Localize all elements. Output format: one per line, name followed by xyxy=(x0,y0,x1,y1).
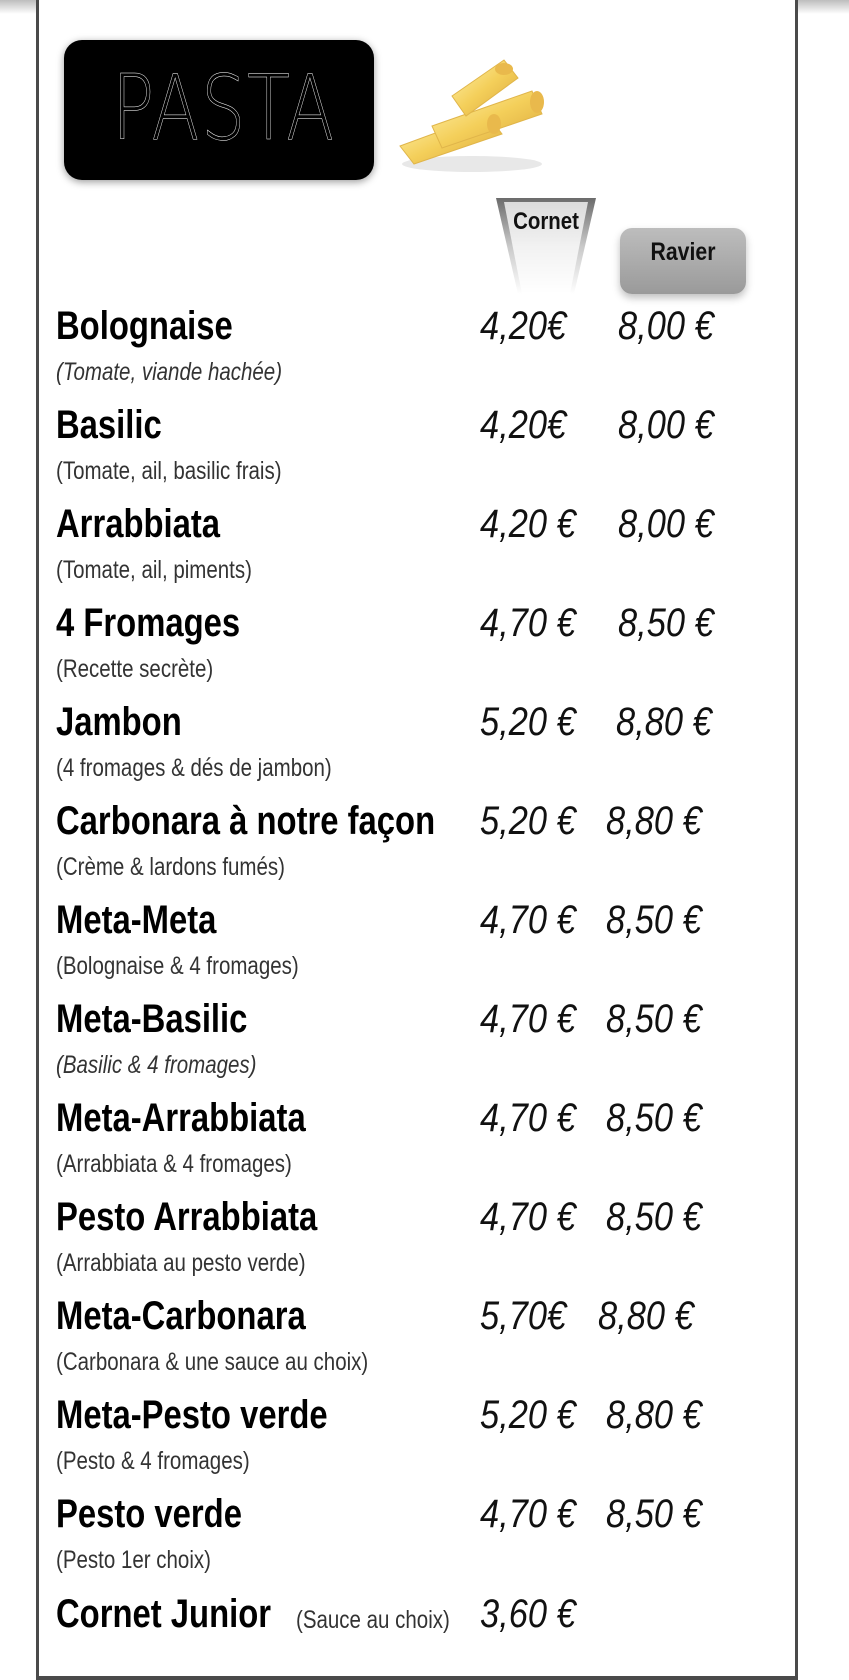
menu-item-cornet-price: 4,70 € xyxy=(480,1096,576,1140)
menu-item xyxy=(56,700,796,799)
section-title-box xyxy=(64,40,374,180)
menu-item-description: (Bolognaise & 4 fromages) xyxy=(56,952,299,980)
junior-item-name: Cornet Junior xyxy=(56,1592,272,1636)
menu-item-description: (Tomate, viande hachée) xyxy=(56,358,283,386)
menu-item-ravier-price: 8,50 € xyxy=(606,997,702,1041)
menu-item-name: Meta-Meta xyxy=(56,898,217,942)
menu-item-name: 4 Fromages xyxy=(56,601,241,645)
menu-item-ravier-price: 8,50 € xyxy=(618,601,714,645)
menu-item-cornet-price: 4,20€ xyxy=(480,304,567,348)
ravier-label: Ravier xyxy=(650,238,716,266)
menu-item xyxy=(56,502,796,601)
menu-item-name: Bolognaise xyxy=(56,304,233,348)
menu-item-description: (Recette secrète) xyxy=(56,655,214,683)
menu-item-name: Pesto Arrabbiata xyxy=(56,1195,318,1239)
menu-item-name: Arrabbiata xyxy=(56,502,221,546)
cornet-label: Cornet xyxy=(513,208,579,235)
menu-item xyxy=(56,304,796,403)
menu-item-description: (Tomate, ail, basilic frais) xyxy=(56,457,282,485)
section-title: PASTA xyxy=(112,56,336,161)
menu-item xyxy=(56,1195,796,1294)
menu-item-description: (Tomate, ail, piments) xyxy=(56,556,252,584)
menu-item xyxy=(56,1492,796,1591)
menu-item-ravier-price: 8,00 € xyxy=(618,403,714,447)
penne-pasta-image xyxy=(392,56,552,176)
menu-item-name: Meta-Arrabbiata xyxy=(56,1096,306,1140)
menu-item-cornet-price: 4,20€ xyxy=(480,403,567,447)
menu-item-description: (Basilic & 4 fromages) xyxy=(56,1051,257,1079)
menu-item-cornet-price: 5,20 € xyxy=(480,799,576,843)
menu-item-cornet-price: 4,70 € xyxy=(480,1195,576,1239)
menu-item-description: (4 fromages & dés de jambon) xyxy=(56,754,332,782)
menu-item-name: Jambon xyxy=(56,700,182,744)
menu-item xyxy=(56,1096,796,1195)
menu-item-ravier-price: 8,80 € xyxy=(616,700,712,744)
menu-item-cornet-price: 4,70 € xyxy=(480,898,576,942)
menu-item-name: Carbonara à notre façon xyxy=(56,799,436,843)
ravier-column-header xyxy=(620,228,746,294)
junior-item-cornet-price: 3,60 € xyxy=(480,1592,576,1636)
menu-item-ravier-price: 8,80 € xyxy=(598,1294,694,1338)
junior-item xyxy=(56,1592,796,1642)
menu-item-description: (Crème & lardons fumés) xyxy=(56,853,285,881)
menu-item-description: (Carbonara & une sauce au choix) xyxy=(56,1348,369,1376)
cornet-column-header xyxy=(496,198,596,294)
menu-item-ravier-price: 8,80 € xyxy=(606,799,702,843)
menu-item-name: Meta-Carbonara xyxy=(56,1294,306,1338)
menu-item xyxy=(56,1393,796,1492)
menu-item-name: Basilic xyxy=(56,403,162,447)
menu-item-ravier-price: 8,80 € xyxy=(606,1393,702,1437)
junior-item-description: (Sauce au choix) xyxy=(296,1606,450,1634)
menu-item-cornet-price: 5,70€ xyxy=(480,1294,567,1338)
menu-item-cornet-price: 4,70 € xyxy=(480,997,576,1041)
panel-bottom-border xyxy=(36,1676,798,1680)
menu-item xyxy=(56,997,796,1096)
menu-item-ravier-price: 8,00 € xyxy=(618,304,714,348)
menu-item xyxy=(56,601,796,700)
menu-item-name: Pesto verde xyxy=(56,1492,242,1536)
menu-item-ravier-price: 8,50 € xyxy=(606,898,702,942)
menu-item xyxy=(56,898,796,997)
menu-item-name: Meta-Pesto verde xyxy=(56,1393,328,1437)
menu-item-description: (Pesto & 4 fromages) xyxy=(56,1447,250,1475)
menu-item-cornet-price: 5,20 € xyxy=(480,1393,576,1437)
menu-item-cornet-price: 5,20 € xyxy=(480,700,576,744)
menu-item xyxy=(56,1294,796,1393)
menu-item-ravier-price: 8,00 € xyxy=(618,502,714,546)
menu-item xyxy=(56,799,796,898)
menu-item-description: (Arrabbiata au pesto verde) xyxy=(56,1249,306,1277)
menu-item xyxy=(56,403,796,502)
menu-item-cornet-price: 4,20 € xyxy=(480,502,576,546)
menu-item-description: (Pesto 1er choix) xyxy=(56,1546,211,1574)
menu-item-ravier-price: 8,50 € xyxy=(606,1492,702,1536)
menu-item-cornet-price: 4,70 € xyxy=(480,601,576,645)
menu-item-description: (Arrabbiata & 4 fromages) xyxy=(56,1150,292,1178)
menu-item-name: Meta-Basilic xyxy=(56,997,248,1041)
menu-item-cornet-price: 4,70 € xyxy=(480,1492,576,1536)
menu-item-ravier-price: 8,50 € xyxy=(606,1096,702,1140)
menu-item-ravier-price: 8,50 € xyxy=(606,1195,702,1239)
